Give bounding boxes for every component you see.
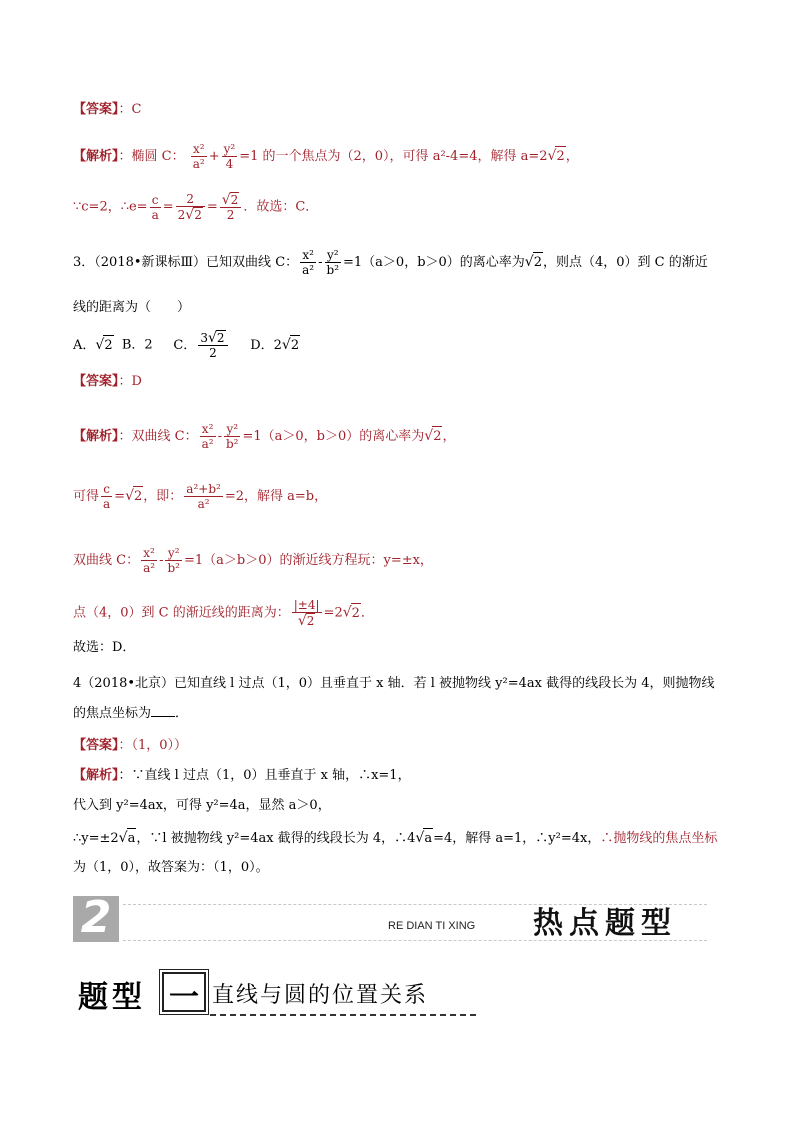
section-bottom-rule: [123, 940, 707, 941]
question-type-header: [78, 968, 478, 1020]
q3-analysis-line3: 双曲线 C： $\frac{\text{x²}}{\text{a²}}$ - $\frac{\text{y²}}{\text{b²}}$ =1（a＞b＞0）的渐近线方程玩：y=±x，: [73, 546, 433, 575]
q4-stem-line2: 的焦点坐标为 ．: [73, 706, 189, 721]
fraction-c-a: $\frac{c}{a}$: [151, 192, 159, 222]
section-number-box: [73, 892, 119, 943]
q2-analysis-line1: 【解析】：椭圆 C： $\frac{\text{x²}}{\text{a²}}$ + $\frac{\text{y²}}{4}$ =1 的一个焦点为（2，0），可得 a²-4=4，解得 a=2√2，: [73, 142, 579, 171]
q3-options: [73, 330, 300, 360]
option-b: B．2: [121, 337, 153, 353]
type-underline: [210, 1014, 476, 1016]
fraction-x2-a2: $\frac{\text{x²}}{\text{a²}}$: [192, 142, 205, 171]
q4-analysis-line3: ∴y=±2√a，∵l 被抛物线 y²=4ax 截得的线段长为 4，∴4√a=4，解得 a=1，∴y²=4x，∴抛物线的焦点坐标: [73, 828, 717, 849]
fraction-x2-a2: $\frac{\text{x²}}{\text{a²}}$: [302, 248, 315, 277]
q3-analysis-line2: 可得 $\frac{c}{a}$ =√2，即： $\frac{\text{a²+b²}}{\text{a²}}$ =2，解得 a=b，: [73, 482, 328, 511]
fraction-sqrt2-2: $\frac{√2}{2}$: [220, 192, 242, 222]
type-number: 一: [169, 980, 199, 1015]
option-c: C． $\frac{3√2}{2}$: [173, 338, 229, 353]
section-number: 2: [80, 892, 112, 943]
q4-analysis-line2: 代入到 y²=4ax，可得 y²=4a，显然 a＞0，: [73, 798, 331, 813]
type-name: 直线与圆的位置关系: [212, 983, 429, 1008]
fraction-y2-4: $\frac{\text{y²}}{4}$: [223, 142, 236, 171]
type-number-box: [162, 972, 206, 1015]
q3-analysis-line5: 故选：D．: [73, 640, 136, 655]
q3-answer-line: 【答案】：D: [73, 374, 142, 389]
option-a: A．√2: [73, 338, 114, 353]
option-d: D．2√2: [250, 338, 300, 353]
q2-analysis-line2: ∵c=2，∴e= $\frac{c}{a}$ = $\frac{2}{2√2}$ = $\frac{√2}{2}$ ．故选：C．: [73, 192, 319, 223]
q2-answer-line: 【答案】：C: [73, 102, 142, 117]
fraction-2-2sqrt2: $\frac{2}{2√2}$: [176, 192, 205, 222]
type-prefix: 题型: [78, 980, 146, 1015]
answer-blank: [151, 704, 175, 717]
fraction-y2-b2: $\frac{\text{y²}}{\text{b²}}$: [326, 248, 340, 277]
q4-answer-line: 【答案】：（1，0））: [73, 738, 188, 753]
q4-analysis-line4: 为（1，0），故答案为：（1，0）。: [73, 860, 269, 875]
section-header: [73, 892, 707, 943]
section-pinyin: RE DIAN TI XING: [388, 920, 476, 932]
q3-stem-line1: 3．（2018•新课标Ⅲ）已知双曲线 C： $\frac{\text{x²}}{\text{a²}}$ - $\frac{\text{y²}}{\text{b²}}$ =1（a＞0，b＞0）的离心率为√2，则点（4，0）到 C 的渐近: [73, 248, 708, 277]
q4-analysis-line1: 【解析】：∵直线 l 过点（1，0）且垂直于 x 轴，∴x=1，: [73, 768, 411, 783]
q4-stem-line1: 4（2018•北京）已知直线 l 过点（1，0）且垂直于 x 轴．若 l 被抛物线 y²=4ax 截得的线段长为 4，则抛物线: [73, 676, 715, 691]
q3-analysis-line1: 【解析】：双曲线 C： $\frac{\text{x²}}{\text{a²}}$ - $\frac{\text{y²}}{\text{b²}}$ =1（a＞0，b＞0）的离心率为√2，: [73, 422, 456, 451]
q3-analysis-line4: 点（4，0）到 C 的渐近线的距离为： $\frac{|\pm 4|}{√2}$ =2√2．: [73, 598, 374, 629]
q3-stem-line2: 线的距离为（ ）: [73, 300, 191, 315]
section-title: 热点题型: [533, 906, 677, 941]
